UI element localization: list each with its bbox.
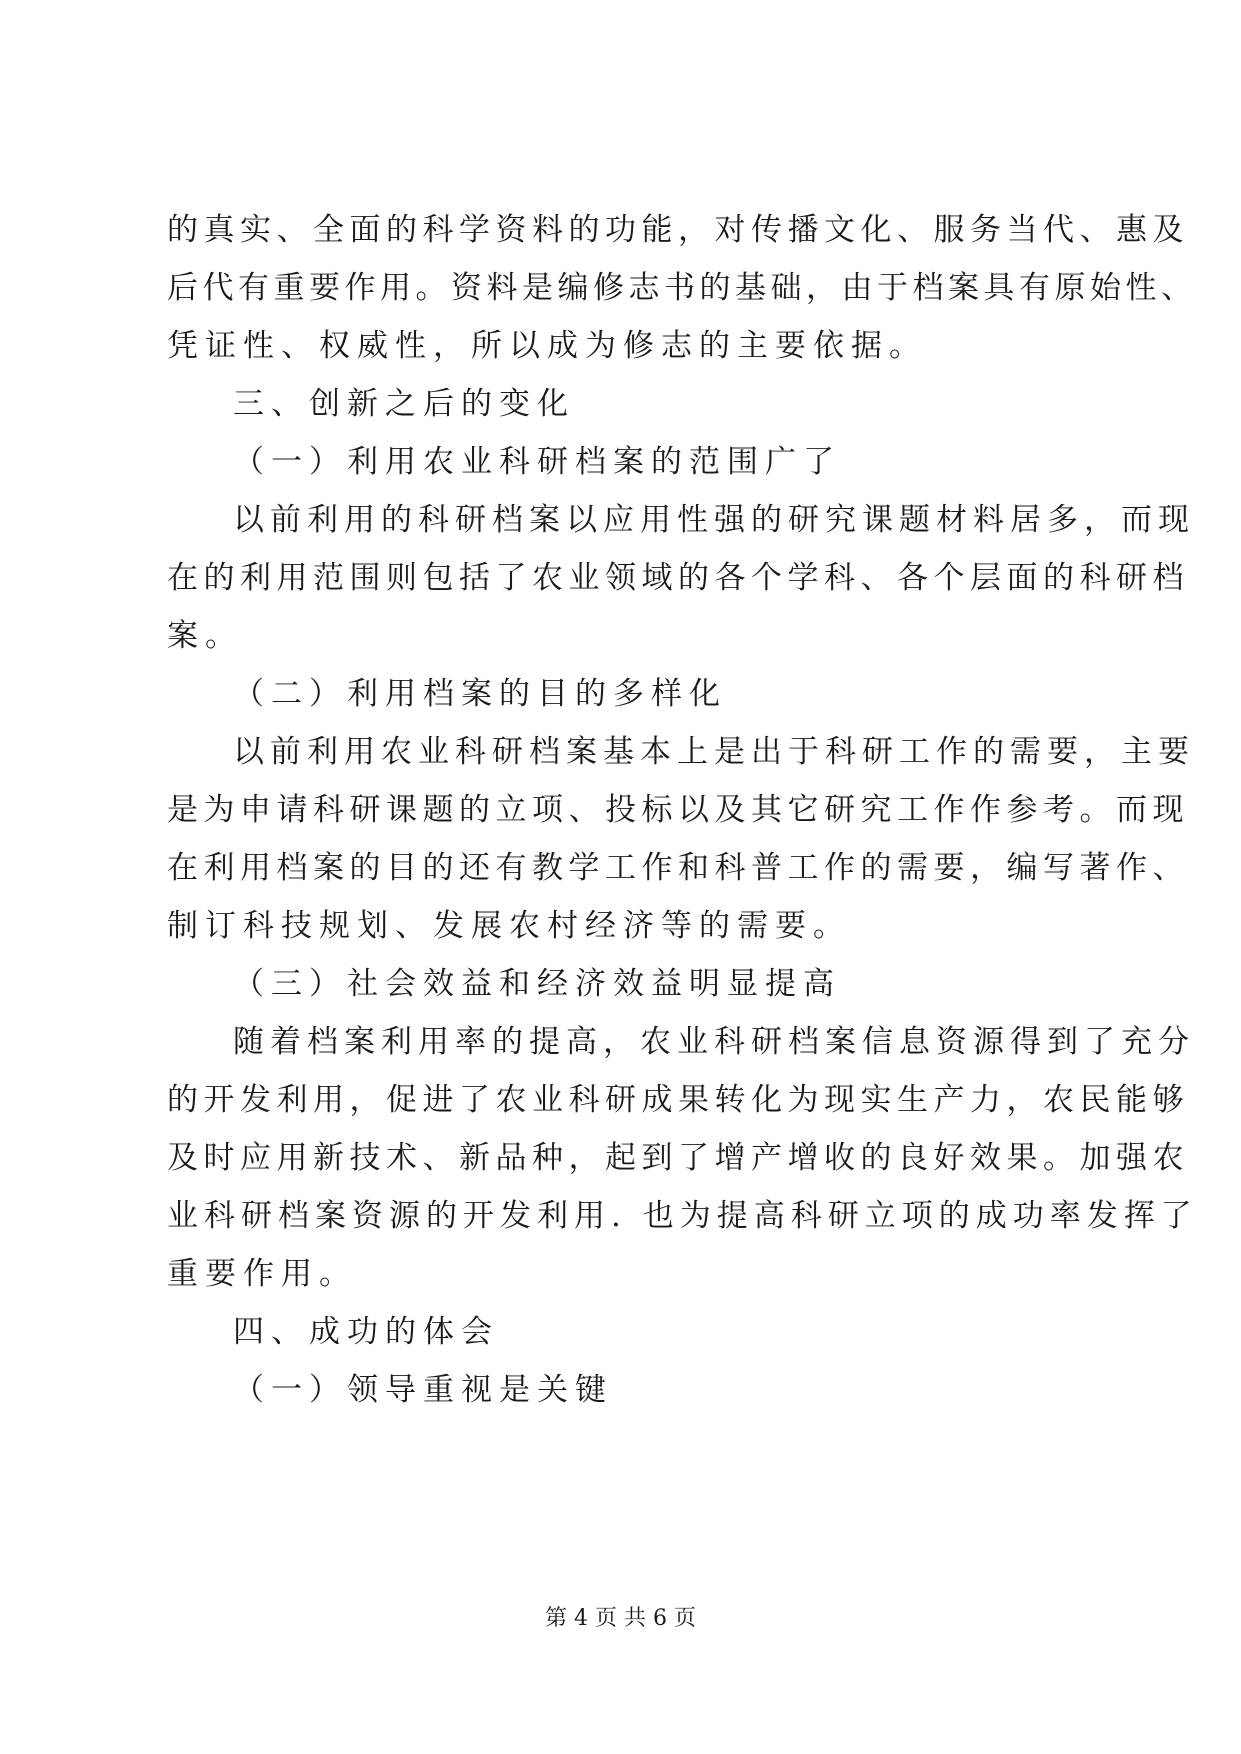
body-text-line: 后代有重要作用。资料是编修志书的基础，由于档案具有原始性、 [167,270,1197,306]
body-text-line: 及时应用新技术、新品种，起到了增产增收的良好效果。加强农 [167,1140,1189,1176]
body-text-line: 在利用档案的目的还有教学工作和科普工作的需要，编写著作、 [167,850,1189,886]
body-text-line: 业科研档案资源的开发利用. 也为提高科研立项的成功率发挥了 [167,1198,1198,1234]
body-text-line: 凭证性、权威性，所以成为修志的主要依据。 [167,328,927,364]
body-text-line: 以前利用农业科研档案基本上是出于科研工作的需要，主要 [233,734,1195,770]
body-text-line: 在的利用范围则包括了农业领域的各个学科、各个层面的科研档 [167,560,1189,596]
section-heading: 四、成功的体会 [233,1314,499,1350]
body-text-line: 制订科技规划、发展农村经济等的需要。 [167,908,851,944]
body-text-line: 以前利用的科研档案以应用性强的研究课题材料居多，而现 [233,502,1195,538]
body-text-line: 的真实、全面的科学资料的功能，对传播文化、服务当代、惠及 [167,212,1189,248]
subsection-heading: （一）利用农业科研档案的范围广了 [233,444,841,480]
body-text-line: 随着档案利用率的提高，农业科研档案信息资源得到了充分 [233,1024,1195,1060]
subsection-heading: （三）社会效益和经济效益明显提高 [233,966,841,1002]
body-text-line: 案。 [167,618,243,654]
body-text-line: 的开发利用，促进了农业科研成果转化为现实生产力，农民能够 [167,1082,1189,1118]
subsection-heading: （一）领导重视是关键 [233,1372,613,1408]
body-text-line: 重要作用。 [167,1256,357,1292]
subsection-heading: （二）利用档案的目的多样化 [233,676,727,712]
page-number-footer: 第 4 页 共 6 页 [545,1606,696,1631]
section-heading: 三、创新之后的变化 [233,386,575,422]
body-text-line: 是为申请科研课题的立项、投标以及其它研究工作作参考。而现 [167,792,1189,828]
